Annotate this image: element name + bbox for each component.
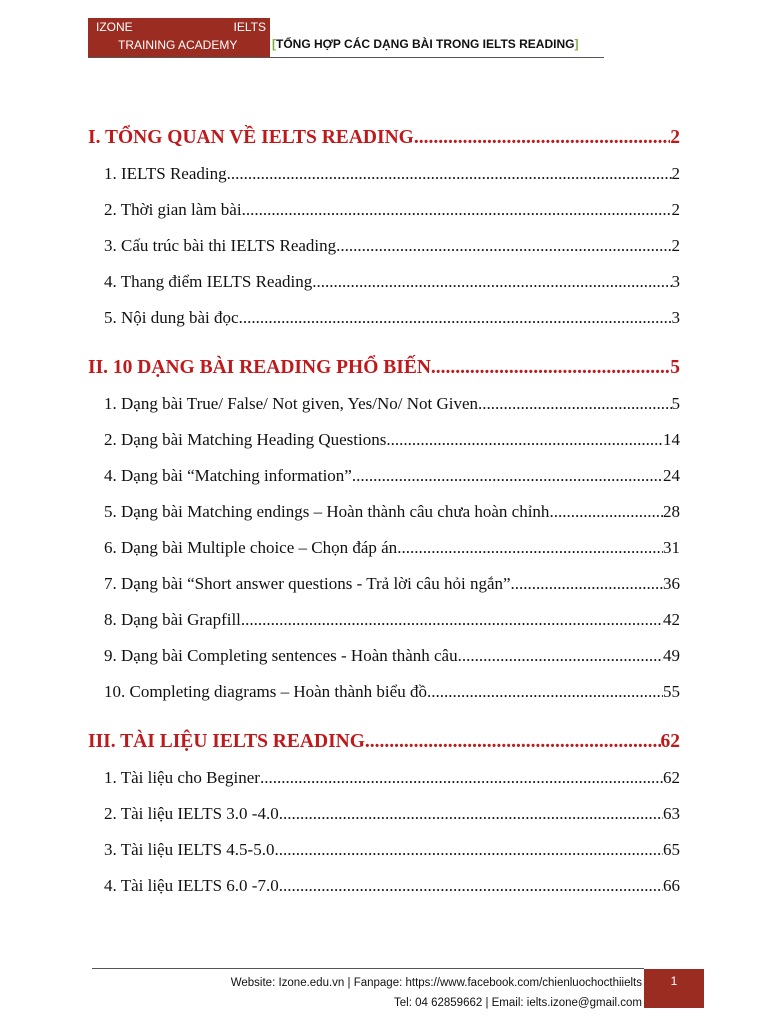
page-number: 1 <box>644 969 704 1008</box>
bracket-close: ] <box>574 37 579 51</box>
toc-entry[interactable] <box>88 300 680 336</box>
toc-section-page: 2 <box>670 127 680 148</box>
toc-entry-label: 1. Dạng bài True/ False/ Not given, Yes/No/ Not Given <box>104 394 478 413</box>
toc-entry-page: 2 <box>671 236 680 255</box>
toc-entry-page: 62 <box>663 768 680 787</box>
document-title <box>272 37 578 51</box>
brand-tagline: TRAINING ACADEMY <box>118 38 238 52</box>
toc-entry-label: 2. Thời gian làm bài <box>104 200 242 219</box>
toc-entry-label: 5. Dạng bài Matching endings – Hoàn thành câu chưa hoàn chỉnh <box>104 502 550 521</box>
toc-dot-leader <box>365 724 661 760</box>
toc-dot-leader <box>397 530 663 566</box>
toc-dot-leader <box>279 868 663 904</box>
toc-dot-leader <box>336 228 671 264</box>
toc-entry-page: 66 <box>663 876 680 895</box>
toc-entry-label: 2. Dạng bài Matching Heading Questions <box>104 430 387 449</box>
toc-dot-leader <box>279 796 663 832</box>
toc-entry[interactable] <box>88 674 680 710</box>
footer-website: Website: Izone.edu.vn | Fanpage: https://www.facebook.com/chienluochocthiielts <box>230 977 642 989</box>
toc-entry[interactable] <box>88 422 680 458</box>
toc-entry-page: 3 <box>671 272 680 291</box>
header-divider <box>88 57 604 58</box>
toc-entry-page: 31 <box>663 538 680 557</box>
toc-section-heading[interactable] <box>88 724 680 760</box>
toc-dot-leader <box>260 760 663 796</box>
toc-entry-page: 3 <box>671 308 680 327</box>
toc-entry[interactable] <box>88 602 680 638</box>
toc-entry[interactable] <box>88 156 680 192</box>
toc-entry-page: 2 <box>671 164 680 183</box>
toc-dot-leader <box>511 566 663 602</box>
brand-ielts: IELTS <box>233 20 266 34</box>
toc-entry-label: 8. Dạng bài Grapfill <box>104 610 241 629</box>
toc-section-page: 5 <box>670 357 680 378</box>
toc-entry-page: 28 <box>663 502 680 521</box>
toc-dot-leader <box>549 494 663 530</box>
toc-entry-label: 4. Thang điểm IELTS Reading <box>104 272 313 291</box>
toc-entry[interactable] <box>88 458 680 494</box>
toc-entry-label: 6. Dạng bài Multiple choice – Chọn đáp án <box>104 538 398 557</box>
toc-section-page: 62 <box>660 731 680 752</box>
toc-entry-label: 2. Tài liệu IELTS 3.0 -4.0 <box>104 804 279 823</box>
toc-section-heading[interactable] <box>88 120 680 156</box>
brand-logo-box <box>88 18 270 57</box>
toc-entry[interactable] <box>88 796 680 832</box>
toc-entry[interactable] <box>88 494 680 530</box>
brand-name: IZONE <box>96 20 133 34</box>
footer-contact <box>92 973 642 1013</box>
toc-entry-label: 4. Tài liệu IELTS 6.0 -7.0 <box>104 876 279 895</box>
toc-entry-page: 55 <box>663 682 680 701</box>
section-gap <box>88 336 680 350</box>
toc-dot-leader <box>427 674 663 710</box>
toc-entry-label: 5. Nội dung bài đọc <box>104 308 239 327</box>
toc-entry[interactable] <box>88 868 680 904</box>
toc-dot-leader <box>458 638 663 674</box>
document-title-text: TỔNG HỢP CÁC DẠNG BÀI TRONG IELTS READING <box>276 37 575 51</box>
toc-entry-label: 1. IELTS Reading <box>104 164 227 183</box>
toc-dot-leader <box>312 264 671 300</box>
toc-section-title: III. TÀI LIỆU IELTS READING <box>88 731 365 752</box>
toc-dot-leader <box>431 350 670 386</box>
bracket-open: [ <box>272 37 276 51</box>
footer-divider <box>92 968 644 969</box>
footer-phone-email: Tel: 04 62859662 | Email: ielts.izone@gmail.com <box>394 997 642 1009</box>
toc-entry-label: 10. Completing diagrams – Hoàn thành biểu đồ <box>104 682 427 701</box>
toc-entry-label: 4. Dạng bài “Matching information” <box>104 466 352 485</box>
toc-entry-page: 63 <box>663 804 680 823</box>
toc-entry-page: 65 <box>663 840 680 859</box>
toc-entry-page: 24 <box>663 466 680 485</box>
toc-entry[interactable] <box>88 228 680 264</box>
toc-dot-leader <box>227 156 672 192</box>
toc-entry-page: 49 <box>663 646 680 665</box>
toc-entry-page: 5 <box>671 394 680 413</box>
toc-section-title: II. 10 DẠNG BÀI READING PHỔ BIẾN <box>88 357 431 378</box>
toc-dot-leader <box>242 192 672 228</box>
table-of-contents <box>88 120 680 904</box>
toc-entry[interactable] <box>88 192 680 228</box>
toc-entry[interactable] <box>88 530 680 566</box>
toc-entry-page: 14 <box>663 430 680 449</box>
toc-entry-label: 3. Cấu trúc bài thi IELTS Reading <box>104 236 337 255</box>
section-gap <box>88 710 680 724</box>
toc-entry-label: 7. Dạng bài “Short answer questions - Trả lời câu hỏi ngắn” <box>104 574 511 593</box>
toc-entry[interactable] <box>88 264 680 300</box>
toc-entry[interactable] <box>88 386 680 422</box>
toc-entry-label: 3. Tài liệu IELTS 4.5-5.0 <box>104 840 275 859</box>
toc-dot-leader <box>241 602 663 638</box>
toc-dot-leader <box>478 386 672 422</box>
toc-entry-label: 9. Dạng bài Completing sentences - Hoàn thành câu <box>104 646 458 665</box>
toc-entry[interactable] <box>88 566 680 602</box>
toc-section-heading[interactable] <box>88 350 680 386</box>
toc-entry[interactable] <box>88 832 680 868</box>
toc-entry-page: 42 <box>663 610 680 629</box>
toc-entry[interactable] <box>88 638 680 674</box>
toc-dot-leader <box>386 422 663 458</box>
toc-entry-label: 1. Tài liệu cho Beginer <box>104 768 260 787</box>
toc-dot-leader <box>239 300 672 336</box>
toc-section-title: I. TỔNG QUAN VỀ IELTS READING <box>88 127 414 148</box>
toc-dot-leader <box>414 120 670 156</box>
toc-dot-leader <box>274 832 663 868</box>
toc-entry-page: 2 <box>671 200 680 219</box>
toc-entry[interactable] <box>88 760 680 796</box>
toc-entry-page: 36 <box>663 574 680 593</box>
toc-dot-leader <box>352 458 663 494</box>
